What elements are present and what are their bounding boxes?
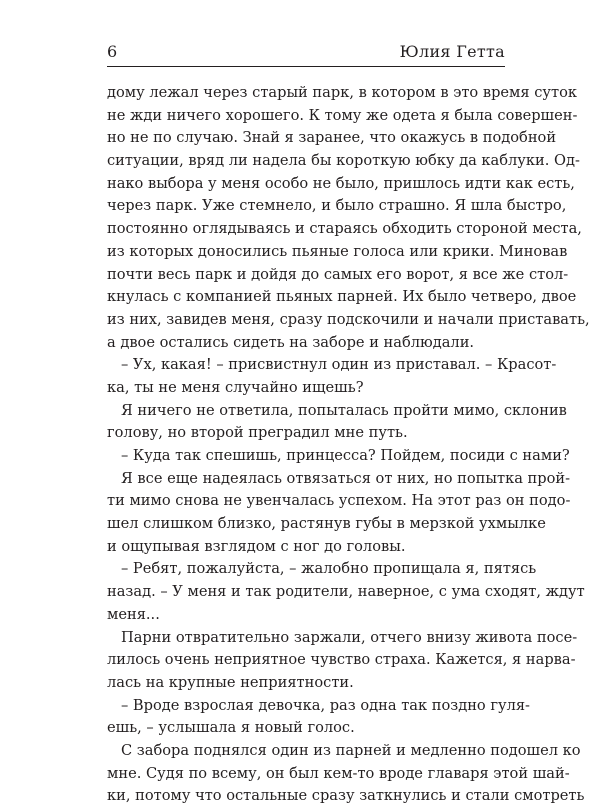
running-header (107, 42, 505, 67)
text-line: но не по случаю. Знай я заранее, что окажусь в подобной (107, 129, 557, 147)
text-line: ки, потому что остальные сразу заткнулись и стали смотреть (107, 787, 585, 805)
text-line: – Куда так спешишь, принцесса? Пойдем, посиди с нами? (121, 447, 570, 464)
text-line: нако выбора у меня особо не было, пришлось идти как есть, (107, 174, 575, 192)
text-line: почти весь парк и дойдя до самых его ворот, я все же стол- (107, 265, 569, 283)
page-number: 6 (107, 42, 118, 61)
text-line: Я ничего не ответила, попыталась пройти мимо, склонив (121, 401, 567, 419)
text-line: лилось очень неприятное чувство страха. Кажется, я нарва- (107, 651, 576, 669)
text-line: и ощупывая взглядом с ног до головы. (107, 537, 406, 555)
text-line: не жди ничего хорошего. К тому же одета я была совершен- (107, 106, 578, 124)
text-line: голову, но второй преградил мне путь. (107, 424, 408, 442)
text-line: – Ребят, пожалуйста, – жалобно пропищала я, пятясь (121, 560, 537, 578)
text-line: постоянно оглядываясь и стараясь обходить стороной места, (107, 220, 582, 238)
text-line: кнулась с компанией пьяных парней. Их было четверо, двое (107, 288, 577, 306)
text-line: – Ух, какая! – присвистнул один из приставал. – Красот- (121, 356, 557, 374)
author-name: Юлия Гетта (399, 42, 505, 61)
text-line: ситуации, вряд ли надела бы короткую юбку да каблуки. Од- (107, 152, 580, 170)
text-line: ти мимо снова не увенчалась успехом. На этот раз он подо- (107, 492, 571, 510)
text-line: мне. Судя по всему, он был кем-то вроде главаря этой шай- (107, 764, 570, 782)
text-line: а двое остались сидеть на заборе и наблюдали. (107, 333, 475, 351)
text-line: из них, завидев меня, сразу подскочили и начали приставать, (107, 310, 590, 328)
text-line: шел слишком близко, растянув губы в мерзкой ухмылке (107, 515, 546, 533)
text-line: Парни отвратительно заржали, отчего внизу живота посе- (121, 628, 578, 646)
text-line: лась на крупные неприятности. (107, 673, 354, 691)
text-line: – Вроде взрослая девочка, раз одна так поздно гуля- (121, 696, 530, 714)
text-line: ешь, – услышала я новый голос. (107, 719, 355, 737)
text-line: назад. – У меня и так родители, наверное, с ума сходят, ждут (107, 583, 585, 601)
text-line: ка, ты не меня случайно ищешь? (107, 378, 364, 396)
text-line: меня... (107, 605, 160, 623)
text-line: С забора поднялся один из парней и медленно подошел ко (121, 741, 581, 759)
body-text (107, 82, 590, 808)
text-line: дому лежал через старый парк, в котором в это время суток (107, 84, 577, 101)
text-line: Я все еще надеялась отвязаться от них, но попытка прой- (121, 469, 571, 487)
text-line: из которых доносились пьяные голоса или крики. Миновав (107, 242, 568, 260)
text-line: через парк. Уже стемнело, и было страшно. Я шла быстро, (107, 197, 567, 215)
